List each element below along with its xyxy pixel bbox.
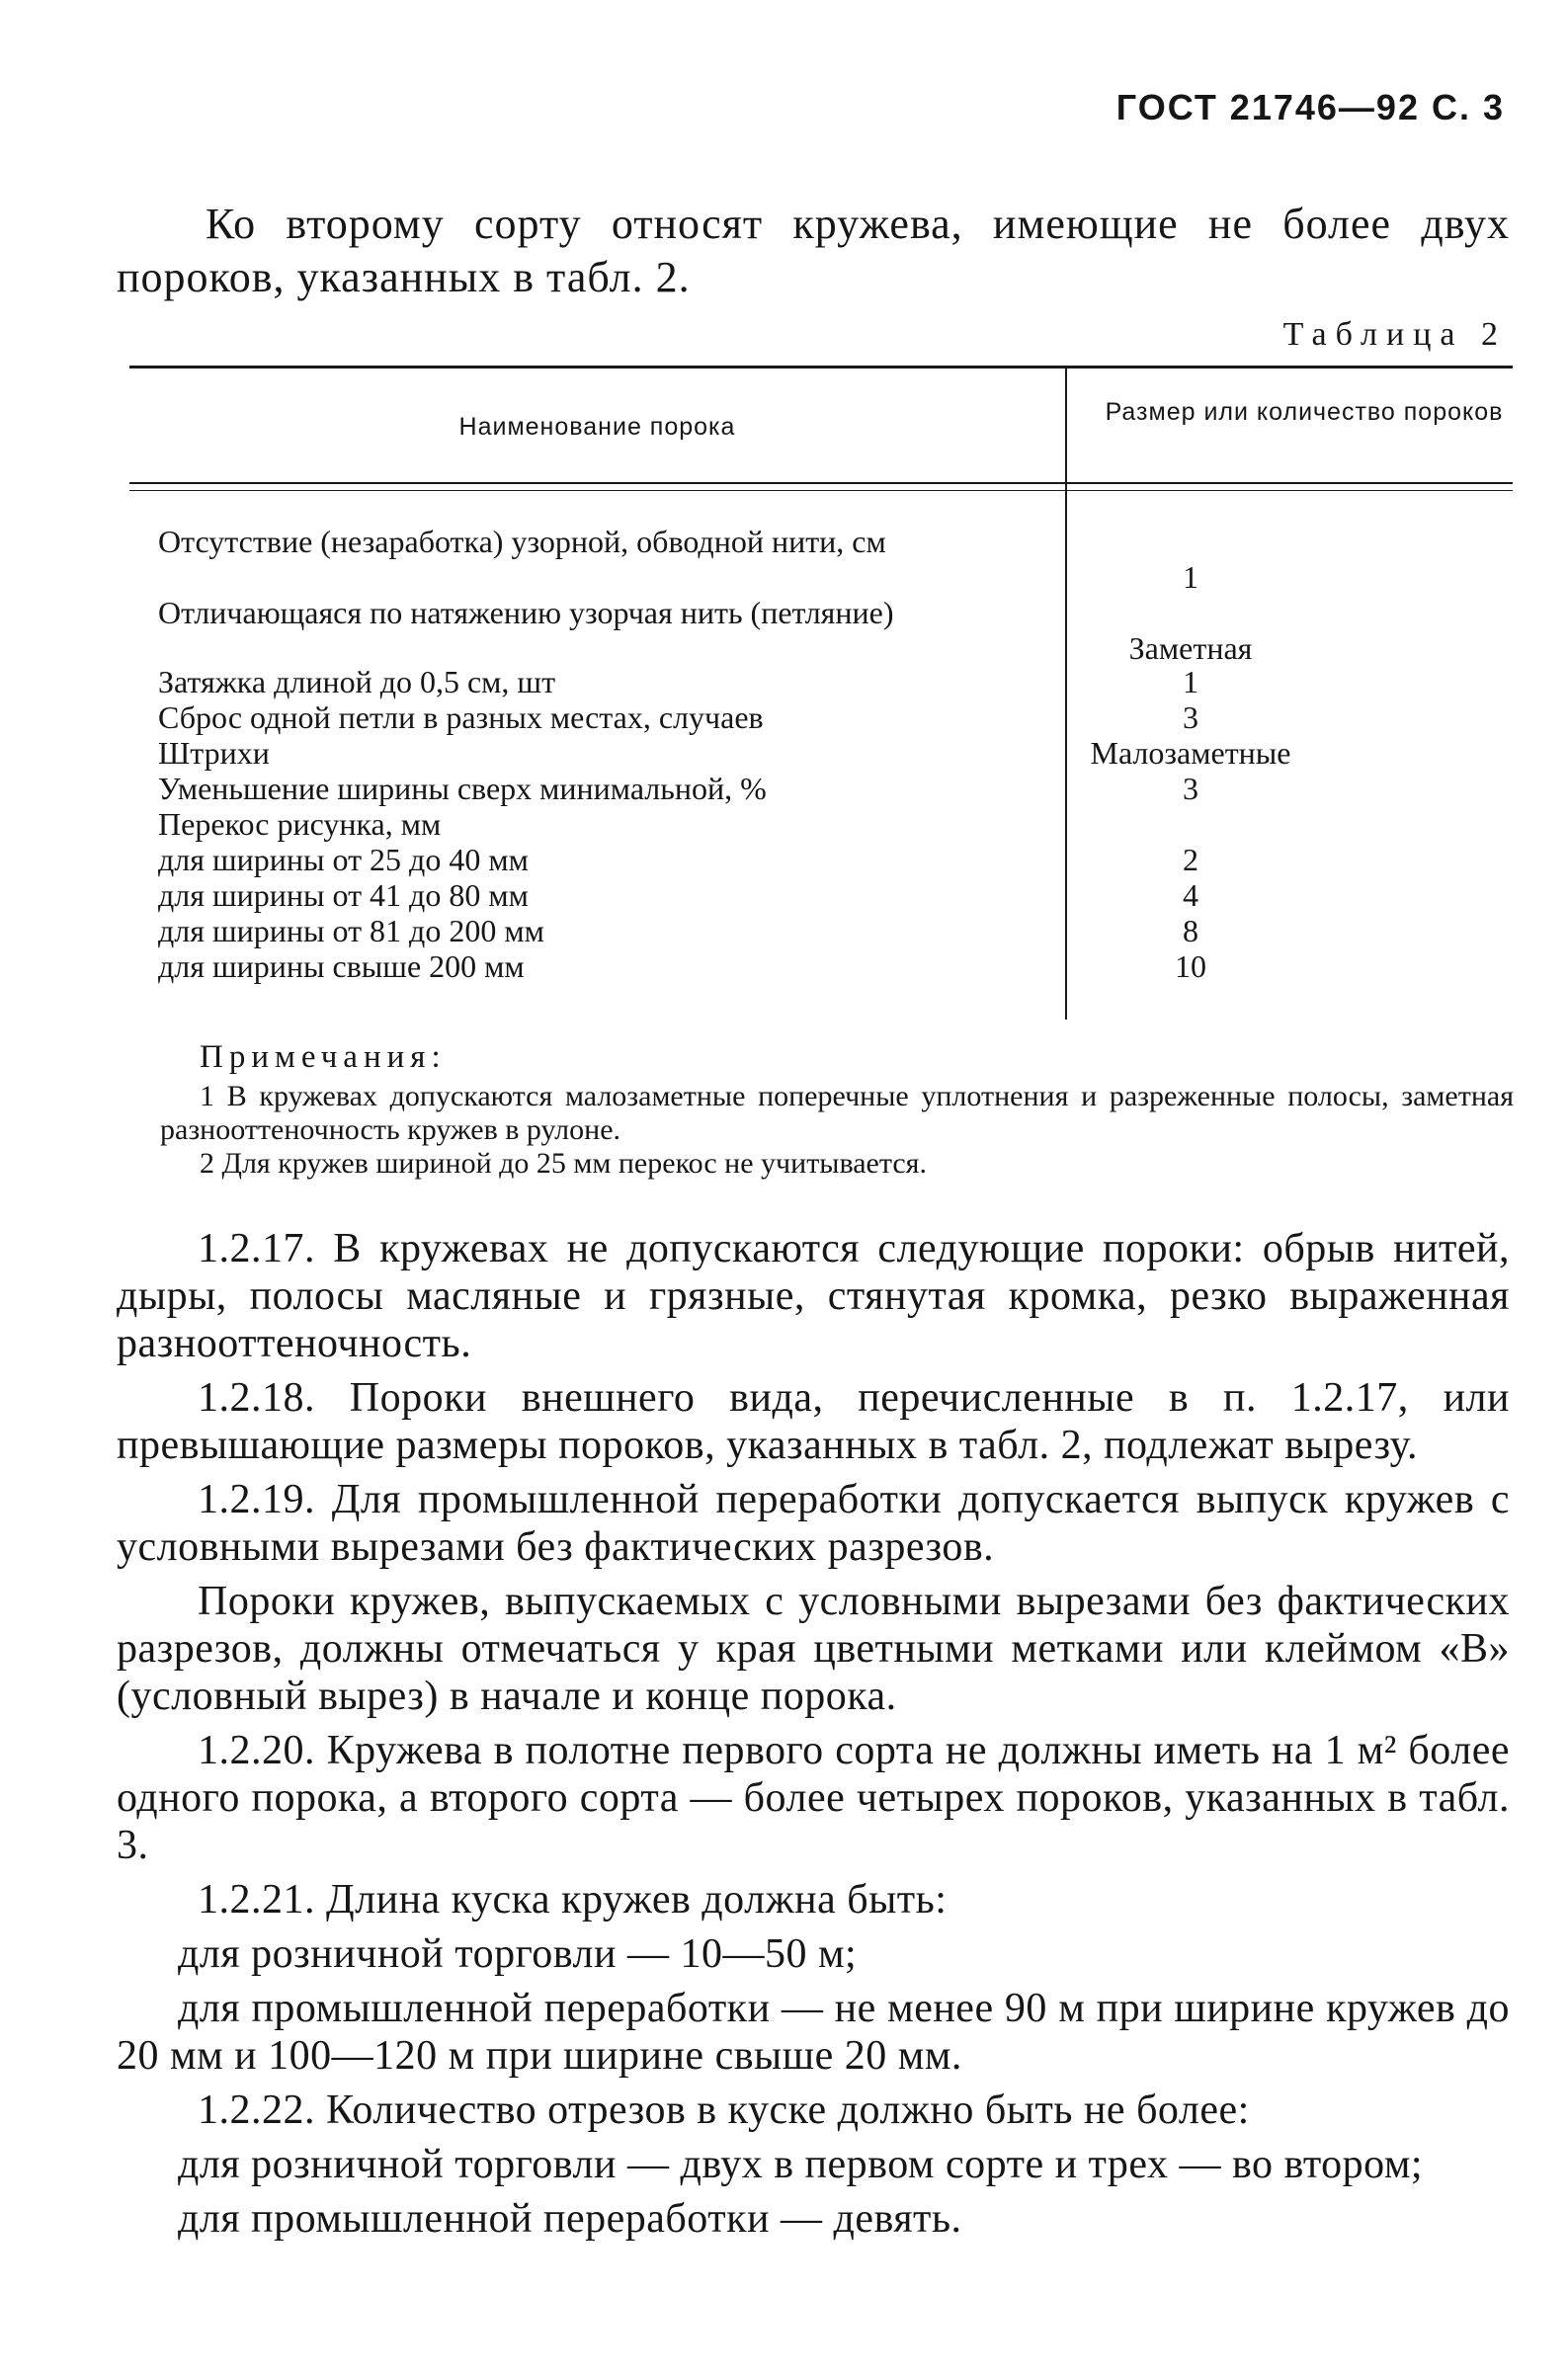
defect-name: для ширины свыше 200 мм xyxy=(158,948,525,984)
clauses-section xyxy=(117,1225,1510,2250)
defect-value: 10 xyxy=(1175,948,1206,984)
clause-1-2-21: 1.2.21. Длина куска кружев должна быть: xyxy=(198,1877,948,1923)
defect-name: Перекос рисунка, мм xyxy=(158,806,442,842)
clause-1-2-21-retail: для розничной торговли — 10—50 м; xyxy=(178,1931,858,1977)
defect-name: для ширины от 41 до 80 мм xyxy=(158,877,529,913)
table-top-rule xyxy=(129,366,1513,368)
defect-value: 8 xyxy=(1183,913,1198,948)
intro-paragraph xyxy=(117,198,1510,304)
defect-value: 1 xyxy=(1183,664,1198,699)
defect-value: 3 xyxy=(1183,699,1198,735)
clause-1-2-17: 1.2.17. В кружевах не допускаются следующие пороки: обрыв нитей, дыры, полосы масляные и грязные, стянутая кромка, резко выраженная разнооттеночность. xyxy=(117,1226,1510,1366)
note-item: 2 Для кружев шириной до 25 мм перекос не учитывается. xyxy=(200,1147,927,1180)
table-label: Таблица 2 xyxy=(1282,316,1507,353)
defect-value: Заметная xyxy=(1128,630,1253,666)
notes-title: Примечания: xyxy=(200,1039,447,1075)
clause-1-2-22-retail: для розничной торговли — двух в первом сорте и трех — во втором; xyxy=(178,2142,1424,2187)
clause-1-2-20: 1.2.20. Кружева в полотне первого сорта не должны иметь на 1 м² более одного порока, а второго сорта — более четырех пороков, указанных в табл. 3. xyxy=(117,1728,1510,1868)
defect-name: Затяжка длиной до 0,5 см, шт xyxy=(158,664,556,699)
defect-name: Штрихи xyxy=(158,735,270,771)
clause-1-2-18: 1.2.18. Пороки внешнего вида, перечисленные в п. 1.2.17, или превышающие размеры пороков, указанных в табл. 2, подлежат вырезу. xyxy=(117,1375,1510,1468)
note-item: 1 В кружевах допускаются малозаметные поперечные уплотнения и разреженные полосы, заметная разнооттеночность кружев в рулоне. xyxy=(160,1080,1514,1146)
clause-1-2-21-industrial: для промышленной переработки — не менее 90 м при ширине кружев до 20 мм и 100—120 м при ширине свыше 20 мм. xyxy=(117,1986,1510,2079)
column-header-defect-name: Наименование порока xyxy=(458,413,736,441)
defect-name: Уменьшение ширины сверх минимальной, % xyxy=(158,771,767,806)
clause-1-2-19-cont: Пороки кружев, выпускаемых с условными вырезами без фактических разрезов, должны отмечаться у края цветными метками или клеймом «В» (условный вырез) в начале и конце порока. xyxy=(117,1579,1510,1719)
defect-value: Малозаметные xyxy=(1090,735,1291,771)
defect-value: 3 xyxy=(1183,771,1198,806)
defect-name: Отсутствие (незаработка) узорной, обводной нити, см xyxy=(158,524,886,559)
clause-1-2-19: 1.2.19. Для промышленной переработки допускается выпуск кружев с условными вырезами без фактических разрезов. xyxy=(117,1477,1510,1570)
defect-name: для ширины от 25 до 40 мм xyxy=(158,842,529,877)
table-header-rule xyxy=(129,482,1513,484)
defect-value: 2 xyxy=(1183,842,1198,877)
intro-text: Ко второму сорту относят кружева, имеющие не более двух пороков, указанных в табл. 2. xyxy=(117,200,1510,301)
defect-name: Отличающаяся по натяжению узорчая нить (петляние) xyxy=(158,595,894,630)
defect-value: 1 xyxy=(1183,559,1198,595)
table-row xyxy=(0,524,1568,603)
table-notes xyxy=(160,1040,1514,1181)
defect-name: Сброс одной петли в разных местах, случаев xyxy=(158,699,764,735)
clause-1-2-22-industrial: для промышленной переработки — девять. xyxy=(178,2196,962,2242)
defect-name: для ширины от 81 до 200 мм xyxy=(158,913,544,948)
page-header: ГОСТ 21746—92 С. 3 xyxy=(1115,87,1505,127)
table-row xyxy=(0,595,1568,674)
table-header-rule-2 xyxy=(129,490,1513,491)
defect-value: 4 xyxy=(1183,877,1198,913)
clause-1-2-22: 1.2.22. Количество отрезов в куске должно быть не более: xyxy=(198,2087,1250,2133)
column-header-defect-size: Размер или количество пороков xyxy=(1105,398,1504,426)
